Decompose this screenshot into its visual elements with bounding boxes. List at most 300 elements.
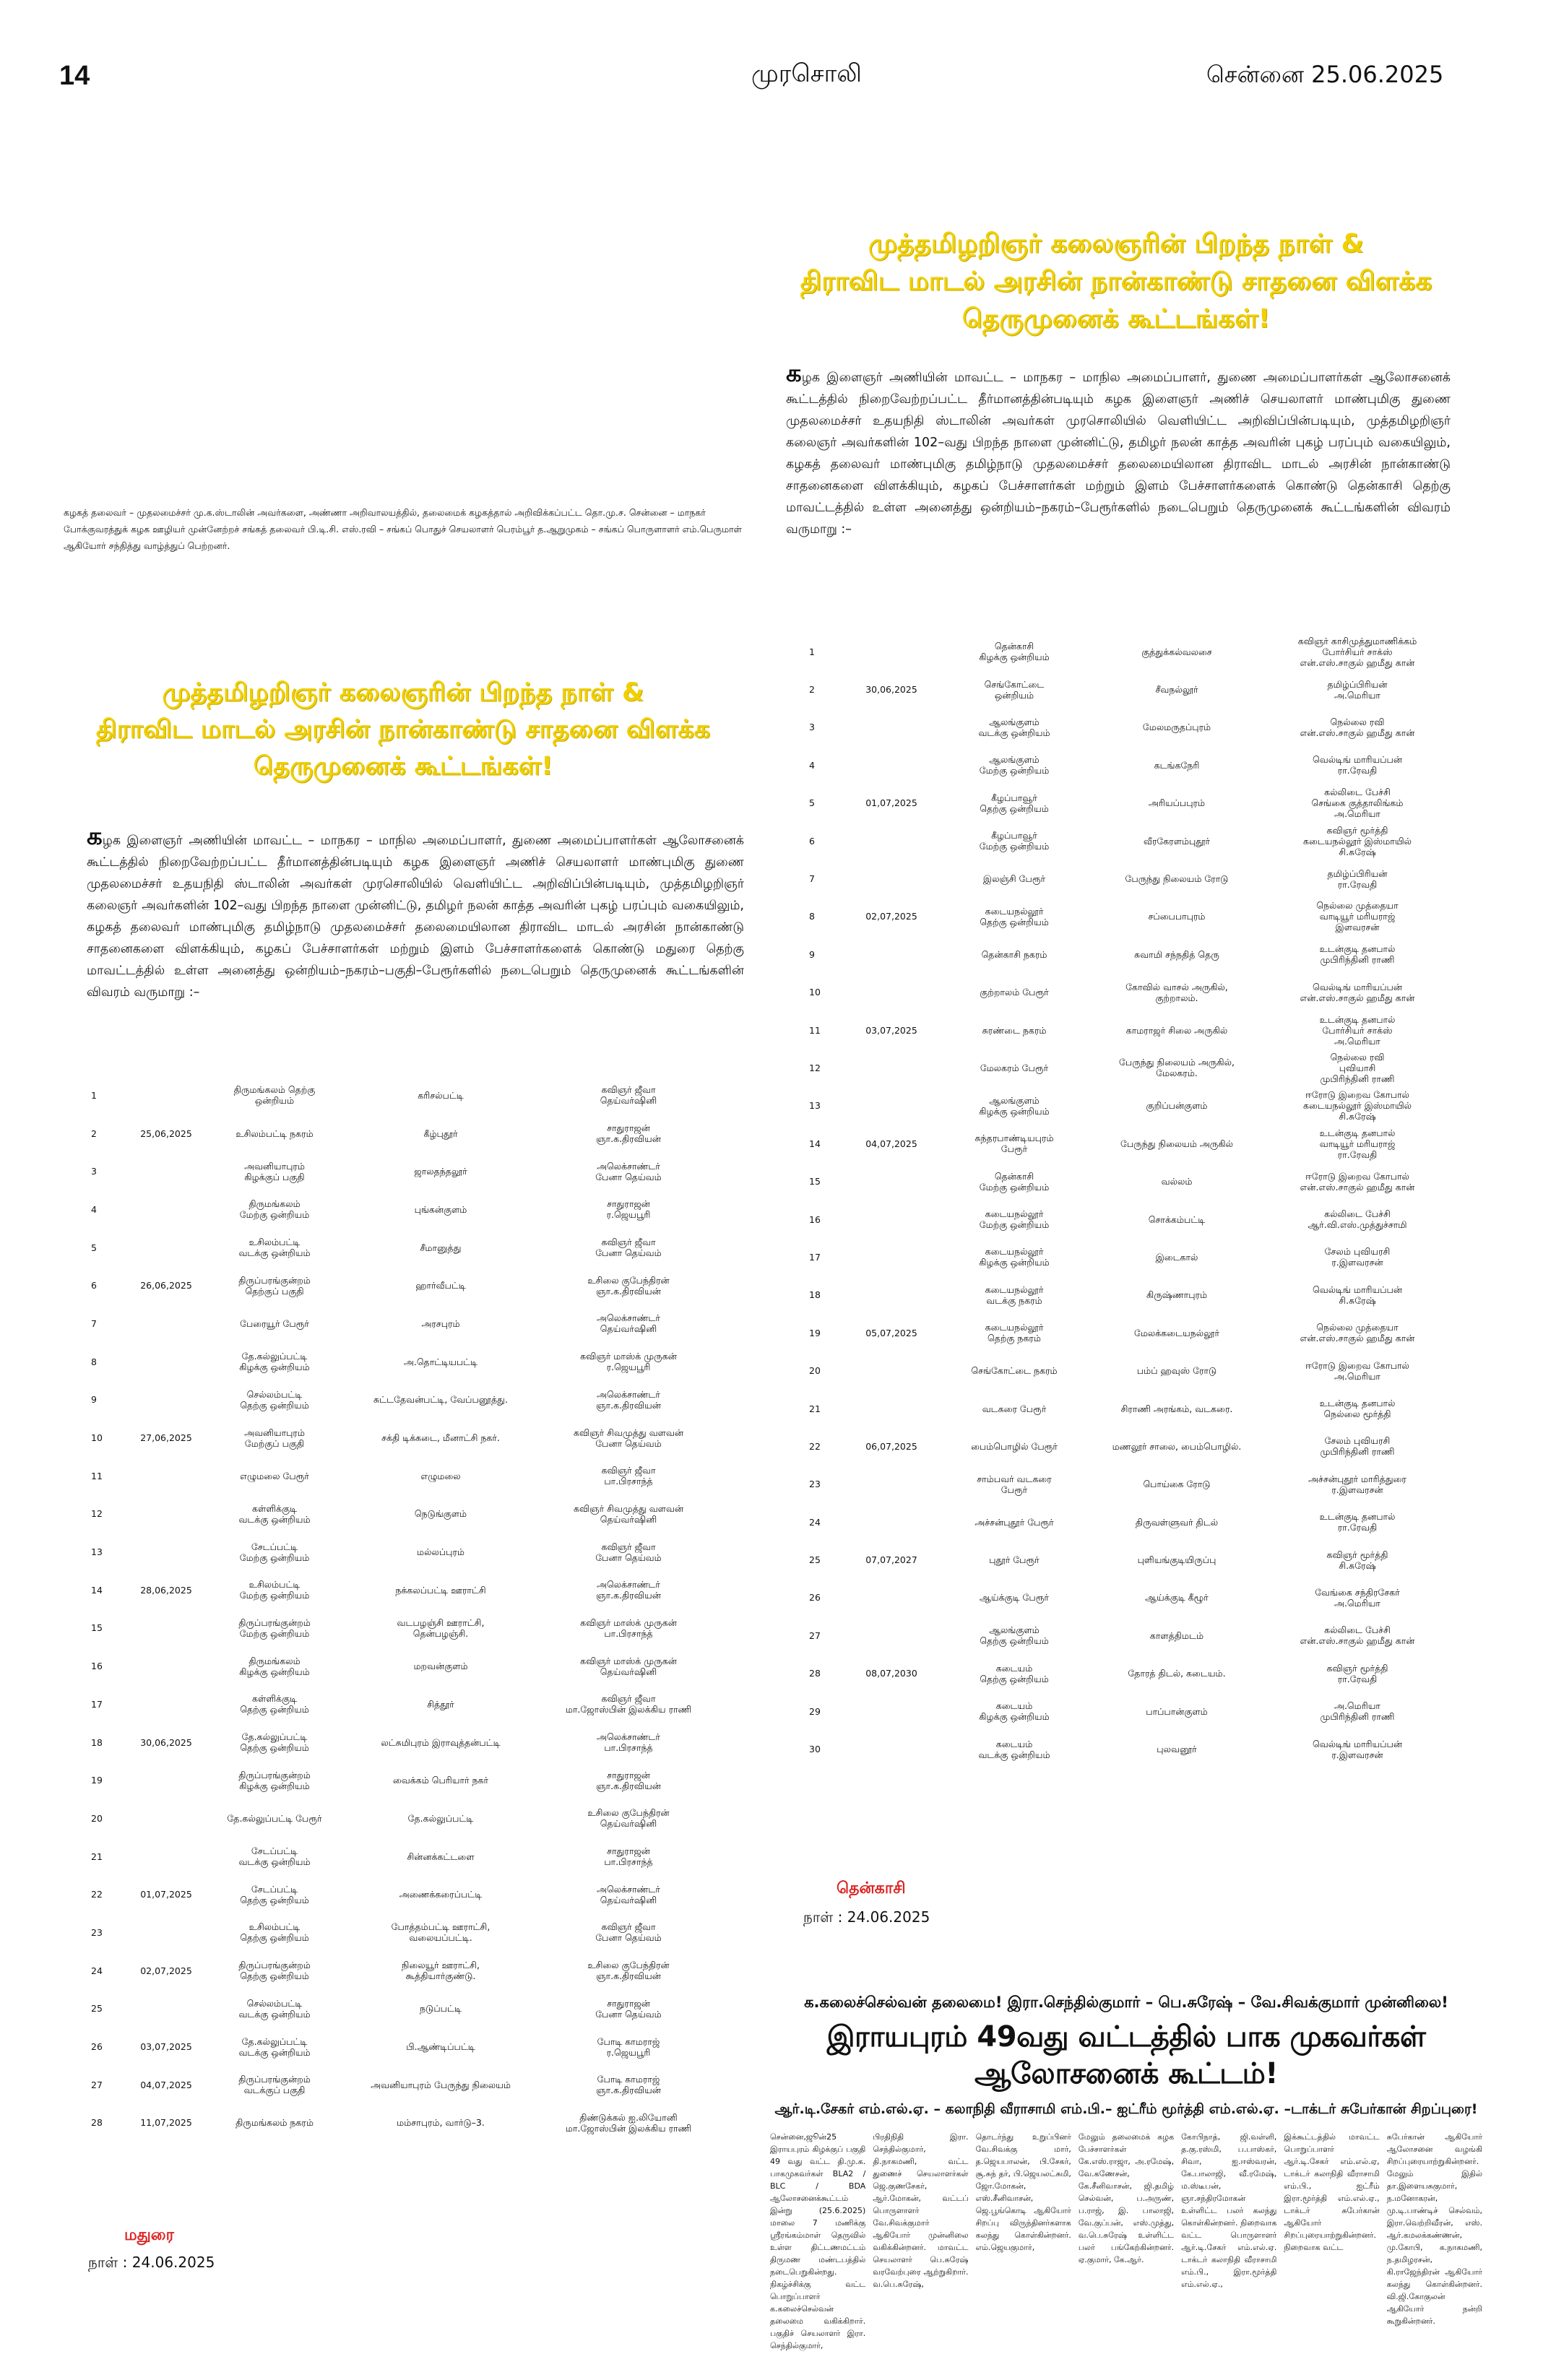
meeting-place: சுட்டதேவன்பட்டி, வேப்பனூத்து.	[373, 1394, 508, 1406]
row-number: 11	[91, 1470, 103, 1481]
meeting-area: அவனியாபுரம் கிழக்குப் பகுதி	[244, 1160, 305, 1182]
meeting-area: உசிலம்பட்டி நகரம்	[235, 1128, 314, 1139]
meeting-place: கடங்கநேரி	[1154, 759, 1200, 771]
row-number: 18	[91, 1736, 103, 1748]
row-number: 4	[809, 759, 815, 771]
meeting-speakers: தமிழ்ப்பிரியன் அ.மெரியா	[1327, 678, 1388, 701]
right-headline	[780, 225, 1452, 339]
schedule-row	[87, 1799, 722, 1838]
meeting-area: பைம்பொழில் பேரூர்	[971, 1440, 1058, 1452]
row-number: 28	[809, 1668, 821, 1679]
meeting-area: உசிலம்பட்டி வடக்கு ஒன்றியம்	[238, 1237, 311, 1259]
paper-name: முரசொலி	[751, 59, 862, 88]
meeting-area: தே.கல்லுப்பட்டி வடக்கு ஒன்றியம்	[238, 2035, 311, 2058]
meeting-place: குத்துக்கல்வலசை	[1141, 646, 1212, 657]
meeting-speakers: சாதுராஜன் பா.பிரசாந்த்	[604, 1845, 653, 1868]
meeting-area: அச்சன்புதூர் பேரூர்	[974, 1516, 1054, 1528]
meeting-place: புலவனூர்	[1157, 1744, 1197, 1755]
meeting-date	[848, 1351, 935, 1389]
schedule-row	[87, 2028, 722, 2066]
meeting-speakers: திண்டுக்கல் ஐ.லியோனி மா.ஜோஸ்பின் இலக்கிய ராணி	[565, 2111, 692, 2134]
meeting-area: குற்றாலம் பேரூர்	[980, 987, 1049, 998]
meeting-area: கள்ளிக்குடி வடக்கு ஒன்றியம்	[238, 1502, 311, 1525]
schedule-row	[805, 822, 1455, 860]
meeting-date	[130, 1229, 202, 1267]
meeting-speakers: கவிஞர் ஜீவா பேனா தெய்வம்	[595, 1237, 662, 1259]
meeting-place: கோவில் வாசல் அருகில், குற்றாலம்.	[1125, 981, 1228, 1003]
schedule-row	[805, 935, 1455, 973]
meeting-date: 27,06,2025	[140, 1432, 192, 1444]
meeting-speakers: தமிழ்ப்பிரியன் ரா.ரேவதி	[1327, 867, 1388, 890]
schedule-row	[87, 1838, 722, 1876]
schedule-row	[87, 1457, 722, 1495]
meeting-speakers: நெல்லை முத்தையா என்.எஸ்.சாகுல் ஹமீது கான்	[1300, 1322, 1415, 1344]
meeting-speakers: ஈரோடு இறைவ கோபால் என்.எஸ்.சாகுல் ஹமீது கான்	[1300, 1170, 1415, 1193]
meeting-place: புங்கன்குளம்	[414, 1203, 467, 1215]
meeting-place: நக்கலப்பட்டி ஊராட்சி	[395, 1584, 486, 1596]
meeting-place: தோரத் திடல், கடையம்.	[1128, 1668, 1226, 1679]
left-intro	[87, 822, 744, 1003]
meeting-place: சக்தி டிக்கடை, மீனாட்சி நகர்.	[381, 1432, 500, 1444]
meeting-date	[848, 974, 935, 1011]
row-number: 5	[809, 797, 815, 809]
meeting-area: திருமங்கலம் தெற்கு ஒன்றியம்	[233, 1084, 316, 1107]
meeting-area: திருப்பரங்குன்றம் மேற்கு ஒன்றியம்	[238, 1617, 311, 1639]
meeting-area: கடையநல்லூர் கிழக்கு ஒன்றியம்	[979, 1246, 1050, 1268]
meeting-speakers: சாதுராஜன் ர.ஜெயபூரி	[606, 1198, 651, 1221]
right-headline-line-2: திராவிட மாடல் அரசின் நான்காண்டு சாதனை விளக்க	[800, 267, 1432, 297]
meeting-area: ஆலங்குளம் மேற்கு ஒன்றியம்	[979, 754, 1050, 776]
schedule-row	[87, 1723, 722, 1762]
row-number: 25	[809, 1554, 821, 1566]
row-number: 18	[809, 1289, 821, 1301]
row-number: 9	[91, 1394, 97, 1406]
ad-body-columns	[770, 2131, 1482, 2352]
schedule-row	[87, 1076, 722, 1115]
left-headline-line-3: தெருமுனைக் கூட்டங்கள்!	[253, 751, 553, 781]
meeting-area: செல்லம்பட்டி தெற்கு ஒன்றியம்	[240, 1388, 309, 1411]
meeting-date	[130, 1076, 202, 1115]
meeting-speakers: சேலம் புவியரசி முபிரிந்தினி ராணி	[1320, 1435, 1395, 1458]
meeting-date: 04,07,2025	[140, 2079, 192, 2090]
meeting-place: பம்ப் ஹவுஸ் ரோடு	[1136, 1365, 1217, 1377]
row-number: 22	[809, 1440, 821, 1452]
schedule-row	[805, 1351, 1455, 1389]
meeting-date	[130, 1457, 202, 1495]
row-number: 21	[91, 1851, 103, 1862]
meeting-place: மறவன்குளம்	[413, 1661, 468, 1672]
meeting-speakers: கவிஞர் மூர்த்தி ரா.ரேவதி	[1326, 1662, 1388, 1684]
meeting-place: சிராணி அரங்கம், வடகரை.	[1120, 1403, 1233, 1414]
meeting-area: சேடப்பட்டி மேற்கு ஒன்றியம்	[239, 1541, 310, 1563]
meeting-area: சுந்தரபாண்டியபுரம் பேரூர்	[974, 1133, 1054, 1155]
meeting-speakers: கல்லிடை பேச்சி செங்கை குத்தாலிங்கம் அ.மெரியா	[1311, 787, 1404, 820]
schedule-row	[87, 1419, 722, 1457]
meeting-speakers: கவிஞர் மூர்த்தி கடையநல்லூர் இஸ்மாயில் சி.சுரேஷ்	[1302, 824, 1412, 857]
schedule-row	[805, 784, 1455, 822]
meeting-speakers: போடி காமராஜ் ர.ஜெயபூரி	[597, 2035, 660, 2058]
meeting-place: வல்லம்	[1161, 1176, 1193, 1187]
ad-column-5: கோபிநாத், ஜி.வள்ளி, த.கு.ரஸ்மி, ப.பாஸ்கர், சிவா, ஐ.ஈஸ்வரன், கே.பாலாஜி, வீ.ரமேஷ், ம.ஸ்டீபன், ஞா.சந்திரமோகன் உள்ளிட்ட பலர் கலந்து கொள்கின்றனர். நிறைவாக வட்ட பொருளாளர் ஆர்.டி.சேகர் எம்.எல்.ஏ. டாக்டர் கலாநிதி வீராசாமி எம்.பி., இரா.மூர்த்தி எம்.எல்.ஏ.,	[1181, 2132, 1277, 2289]
meeting-date: 04,07,2025	[865, 1138, 917, 1149]
schedule-row	[87, 1304, 722, 1343]
meeting-date: 05,07,2025	[865, 1327, 917, 1338]
meeting-place: சீவநல்லூர்	[1155, 684, 1198, 696]
meeting-speakers: நெல்லை ரவி புவியாசி முபிரிந்தினி ராணி	[1320, 1051, 1395, 1084]
schedule-row	[805, 670, 1455, 708]
schedule-row	[87, 1913, 722, 1952]
meeting-area: தென்காசி மேற்கு ஒன்றியம்	[979, 1170, 1050, 1193]
row-number: 27	[809, 1630, 821, 1641]
row-number: 4	[91, 1203, 97, 1215]
meeting-area: செங்கோட்டை நகரம்	[971, 1365, 1058, 1377]
row-number: 16	[809, 1213, 821, 1225]
schedule-row	[87, 1875, 722, 1913]
row-number: 1	[91, 1089, 97, 1101]
schedule-row	[87, 1952, 722, 1990]
row-number: 26	[91, 2041, 103, 2053]
meeting-place: சுவாமி சந்நதித் தெரு	[1134, 948, 1219, 960]
row-number: 29	[809, 1705, 821, 1717]
meeting-area: செல்லம்பட்டி வடக்கு ஒன்றியம்	[238, 1997, 311, 2020]
meeting-area: திருப்பரங்குன்றம் வடக்குப் பகுதி	[238, 2074, 311, 2096]
meeting-date: 07,07,2027	[865, 1554, 917, 1566]
meeting-date: 06,07,2025	[865, 1440, 917, 1452]
ad-column-2: பிரதிநிதி இரா. செந்தில்குமார், தி.நாகமணி, வட்ட துணைச் செயலாளர்கள் ஜெ.குணசேகர், ஆர்.மோகன், வட்டப் பொருளாளர் வே.சிவக்குமார் ஆகியோர் முன்னிலை வகிக்கின்றனர். மாவட்ட செயலாளர் பெ.சுரேஷ் வரவேற்புரை ஆற்றுகிறார். வ.பெ.சுரேஷ்,	[873, 2132, 969, 2289]
row-number: 7	[91, 1317, 97, 1329]
ad-sub-line: ஆர்.டி.சேகர் எம்.எல்.ஏ. – கலாநிதி வீராசாமி எம்.பி.– ஐட்ரீம் மூர்த்தி எம்.எல்.ஏ. –டாக்டர் சுபேர்கான் சிறப்புரை!	[774, 2101, 1478, 2117]
meeting-speakers: உசிலை குபேந்திரன் தெய்வர்ஷினி	[587, 1807, 670, 1830]
meeting-area: பேரையூர் பேரூர்	[240, 1317, 309, 1329]
meeting-speakers: கவிஞர் மாஸ்க் முருகன் ர.ஜெயபூரி	[580, 1351, 677, 1373]
schedule-row	[805, 1087, 1455, 1125]
meeting-place: பி.ஆண்டிப்பட்டி	[406, 2041, 475, 2053]
meeting-date: 25,06,2025	[140, 1128, 192, 1139]
row-number: 5	[91, 1242, 97, 1253]
meeting-place: நிலையூர் ஊராட்சி, கூத்தியார்குண்டு.	[402, 1960, 480, 1982]
row-number: 3	[91, 1166, 97, 1177]
row-number: 2	[809, 684, 815, 696]
meeting-date: 01,07,2025	[865, 797, 917, 809]
meeting-place: புளியங்குடியிருப்பு	[1137, 1554, 1216, 1566]
meeting-speakers: கவிஞர் மாஸ்க் முருகன் பா.பிரசாந்த்	[580, 1617, 677, 1639]
meeting-place: அவனியாபுரம் பேருந்து நிலையம்	[371, 2079, 511, 2090]
meeting-date	[848, 860, 935, 897]
meeting-area: கடையம் கிழக்கு ஒன்றியம்	[979, 1700, 1050, 1723]
meeting-place: அரசபுரம்	[421, 1317, 460, 1329]
meeting-place: பாப்பான்குளம்	[1146, 1705, 1208, 1717]
meeting-area: சேடப்பட்டி வடக்கு ஒன்றியம்	[238, 1845, 311, 1868]
meeting-speakers: உடன்குடி தனபால் போர்சியர் சாக்ஸ் அ.மெரியா	[1319, 1013, 1396, 1047]
row-number: 7	[809, 873, 815, 885]
row-number: 20	[809, 1365, 821, 1377]
meeting-speakers: அலெக்சாண்டர் பேனா தெய்வம்	[595, 1160, 662, 1182]
left-intro-text: ழக இளைஞர் அணியின் மாவட்ட – மாநகர – மாநில அமைப்பாளர், துணை அமைப்பாளர்கள் ஆலோசனைக் கூட்டத்தில் நிறைவேற்றப்பட்ட தீர்மானத்தின்படியும் கழக இளைஞர் அணிச் செயலாளர் மாண்புமிகு துணை முதலமைச்சர் உதயநிதி ஸ்டாலின் அவர்கள் முரசொலியில் வெளியிட்ட அறிவிப்பின்படியும், முத்தமிழறிஞர் கலைஞர் அவர்களின் 102–வது பிறந்த நாளை முன்னிட்டு, தமிழர் நலன் காத்த அவரின் புகழ் பரப்பும் வகையிலும், கழகத் தலைவர் மாண்புமிகு தமிழ்நாடு முதலமைச்சர் தலைமையிலான திராவிட மாடல் அரசின் நான்காண்டு சாதனைகளை விளக்கியும், கழகப் பேச்சாளர்கள் மற்றும் இளம் பேச்சாளர்களைக் கொண்டு மதுரை தெற்கு மாவட்டத்தில் உள்ள அனைத்து ஒன்றியம்–நகரம்–பகுதி–பேரூர்களில் நடைபெறும் தெருமுனைக் கூட்டங்களின் விவரம் வருமாறு :–	[87, 834, 744, 1000]
place-date: சென்னை 25.06.2025	[1206, 61, 1444, 88]
schedule-row	[87, 1990, 722, 2028]
schedule-row	[805, 860, 1455, 897]
schedule-row	[87, 1115, 722, 1153]
row-number: 27	[91, 2079, 103, 2090]
meeting-area: கடையம் வடக்கு ஒன்றியம்	[978, 1738, 1050, 1760]
tenkasi-schedule-table	[805, 633, 1455, 1768]
meeting-place: பேருந்து நிலையம் அருகில், மேலகரம்.	[1119, 1057, 1235, 1079]
meeting-area: கடையநல்லூர் வடக்கு நகரம்	[985, 1284, 1044, 1306]
schedule-row	[87, 1647, 722, 1685]
row-number: 2	[91, 1128, 97, 1139]
schedule-row	[87, 1609, 722, 1648]
schedule-row	[87, 1343, 722, 1381]
row-number: 12	[809, 1062, 821, 1073]
meeting-speakers: அச்சன்புதூர் மாரித்துரை ர.இளவரசன்	[1308, 1473, 1406, 1495]
meeting-place: மேலக்கடையநல்லூர்	[1133, 1327, 1220, 1338]
left-headline	[64, 675, 743, 784]
meeting-area: சேடப்பட்டி தெற்கு ஒன்றியம்	[240, 1883, 309, 1905]
meeting-area: திருமங்கலம் கிழக்கு ஒன்றியம்	[239, 1655, 310, 1677]
meeting-speakers: ஈரோடு இறைவ கோபால் கடையநல்லூர் இஸ்மாயில் சி.சுரேஷ்	[1302, 1089, 1412, 1122]
meeting-area: ஆலங்குளம் தெற்கு ஒன்றியம்	[980, 1624, 1049, 1647]
meeting-speakers: அலெக்சாண்டர் தெய்வர்ஷினி	[597, 1312, 660, 1335]
meeting-speakers: அலெக்சாண்டர் பா.பிரசாந்த்	[597, 1731, 660, 1754]
row-number: 26	[809, 1592, 821, 1604]
schedule-row	[805, 1617, 1455, 1654]
meeting-date: 02,07,2025	[865, 911, 917, 922]
row-number: 19	[809, 1327, 821, 1338]
meeting-place: நெடுங்குளம்	[414, 1508, 467, 1520]
row-number: 25	[91, 2003, 103, 2015]
meeting-speakers: அலெக்சாண்டர் தெய்வர்ஷினி	[597, 1883, 660, 1905]
row-number: 24	[91, 1965, 103, 1976]
meeting-date	[848, 1162, 935, 1200]
meeting-date: 01,07,2025	[140, 1889, 192, 1900]
row-number: 24	[809, 1516, 821, 1528]
meeting-area: திருமங்கலம் மேற்கு ஒன்றியம்	[239, 1198, 310, 1221]
ad-top-line: க.கலைச்செல்வன் தலைமை! இரா.செந்தில்குமார் – பெ.சுரேஷ் – வே.சிவக்குமார் முன்னிலை!	[804, 1994, 1448, 2011]
row-number: 22	[91, 1889, 103, 1900]
schedule-row	[805, 1730, 1455, 1767]
meeting-date	[848, 1049, 935, 1086]
left-headline-line-2: திராவிட மாடல் அரசின் நான்காண்டு சாதனை விளக்க	[95, 714, 711, 744]
meeting-area: திருப்பரங்குன்றம் தெற்கு ஒன்றியம்	[238, 1960, 311, 1982]
meeting-date	[848, 1692, 935, 1730]
schedule-row	[805, 746, 1455, 784]
meeting-speakers: கவிஞர் ஜீவா பா.பிரசாந்த்	[601, 1465, 656, 1487]
row-number: 16	[91, 1661, 103, 1672]
schedule-row	[87, 1495, 722, 1533]
meeting-area: உசிலம்பட்டி தெற்கு ஒன்றியம்	[240, 1921, 309, 1944]
schedule-row	[87, 2066, 722, 2104]
schedule-row	[87, 1266, 722, 1304]
meeting-speakers: ஈரோடு இறைவ கோபால் அ.மெரியா	[1305, 1359, 1409, 1382]
row-number: 8	[91, 1356, 97, 1367]
meeting-date	[848, 1276, 935, 1314]
row-number: 21	[809, 1403, 821, 1414]
meeting-place: கரிசல்பட்டி	[418, 1089, 464, 1101]
rayapuram-meeting-article	[766, 1979, 1487, 2355]
schedule-row	[805, 1390, 1455, 1427]
meeting-speakers: நெல்லை ரவி என்.எஸ்.சாகுல் ஹமீது கான்	[1300, 716, 1415, 738]
schedule-row	[805, 1125, 1455, 1162]
schedule-row	[87, 1229, 722, 1267]
meeting-area: இலஞ்சி பேரூர்	[982, 873, 1046, 885]
left-dropcap: க	[87, 822, 103, 851]
meeting-date	[130, 1343, 202, 1381]
schedule-row	[805, 633, 1455, 670]
row-number: 23	[91, 1926, 103, 1938]
meeting-area: சாம்பவர் வடகரை பேரூர்	[977, 1473, 1052, 1495]
meeting-speakers: போடி காமராஜ் ஞா.க.திரவியன்	[596, 2074, 661, 2096]
meeting-place: காமராஜர் சிலை அருகில்	[1125, 1024, 1228, 1036]
meeting-speakers: கவிஞர் சிவமுத்து வளவன் தெய்வர்ஷினி	[573, 1502, 684, 1525]
meeting-date: 30,06,2025	[140, 1736, 192, 1748]
schedule-row	[805, 709, 1455, 746]
meeting-speakers: நெல்லை முத்தையா வாடியூர் மரியராஜ் இளவரசன்	[1316, 900, 1399, 933]
right-dropcap: க	[786, 359, 802, 388]
ad-main-headline: இராயபுரம் 49வது வட்டத்தில் பாக முகவர்கள் ஆலோசனைக் கூட்டம்!	[826, 2020, 1426, 2090]
meeting-place: வடபழஞ்சி ஊராட்சி, தென்பழஞ்சி.	[397, 1617, 485, 1639]
schedule-row	[805, 1162, 1455, 1200]
madurai-date-label: நாள் : 24.06.2025	[88, 2254, 215, 2271]
page-number: 14	[59, 61, 90, 91]
meeting-speakers: கவிஞர் ஜீவா பேனா தெய்வம்	[595, 1541, 662, 1563]
meeting-area: அவனியாபுரம் மேற்குப் பகுதி	[244, 1427, 305, 1449]
schedule-row	[87, 1685, 722, 1723]
meeting-area: புதூர் பேரூர்	[989, 1554, 1040, 1566]
meeting-area: கடையநல்லூர் தெற்கு நகரம்	[985, 1322, 1044, 1344]
meeting-place: பொய்கை ரோடு	[1143, 1479, 1211, 1490]
meeting-speakers: அலெக்சாண்டர் ஞா.க.திரவியன்	[596, 1388, 661, 1411]
meeting-date: 30,06,2025	[865, 684, 917, 696]
schedule-row	[805, 1579, 1455, 1617]
meeting-date	[130, 1609, 202, 1648]
row-number: 17	[809, 1251, 821, 1263]
row-number: 6	[809, 835, 815, 847]
photo-caption: கழகத் தலைவர் – முதலமைச்சர் மு.க.ஸ்டாலின் அவர்களை, அண்ணா அறிவாலயத்தில், தலைமைக் கழகத்தால் அறிவிக்கப்பட்ட தொ.மு.ச. சென்னை – மாநகர் போக்குவரத்துக் கழக ஊழியர் முன்னேற்றச் சங்கத் தலைவர் பி.டி.சி. எஸ்.ரவி – சங்கப் பொதுச் செயலாளர் பெரம்பூர் த.ஆறுமுகம் – சங்கப் பொருளாளர் எம்.பெருமாள் ஆகியோர் சந்தித்து வாழ்த்துப் பெற்றனர்.	[64, 507, 742, 551]
schedule-row	[805, 1541, 1455, 1578]
meeting-speakers: சாதுராஜன் ஞா.க.திரவியன்	[596, 1122, 661, 1145]
meeting-date	[130, 1685, 202, 1723]
meeting-area: தென்காசி கிழக்கு ஒன்றியம்	[979, 641, 1050, 663]
meeting-speakers: கவிஞர் ஜீவா தெய்வர்ஷினி	[600, 1084, 657, 1107]
meeting-speakers: அ.மெரியா முபிரிந்தினி ராணி	[1320, 1700, 1395, 1723]
meeting-speakers: வெல்டிங் மாரியப்பன் சி.சுரேஷ்	[1313, 1284, 1402, 1306]
meeting-area: தே.கல்லுப்பட்டி பேரூர்	[227, 1812, 322, 1824]
meeting-place: ஜாலதந்தலூர்	[414, 1166, 467, 1177]
row-number: 1	[809, 646, 815, 657]
meeting-place: திருவள்ளுவர் திடல்	[1135, 1516, 1219, 1528]
ad-column-1: சென்னை,ஜூன்25 இராயபுரம் கிழக்குப் பகுதி 49 வது வட்ட தி.மு.க. பாகமுகவர்கள் BLA2 / BLC / BDA ஆலோசனைக்கூட்டம் இன்று (25.6.2025) மாலை 7 மணிக்கு ஸ்ரீரங்கம்மாள் தெருவில் உள்ள திட்டணமட்டம் திருமண மண்டபத்தில் நடைபெறுகின்றது. நிகழ்ச்சிக்கு வட்ட பொறுப்பாளர் க.கலைச்செல்வன் தலைமை வகிக்கிறார். பகுதிச் செயலாளர் இரா. செந்தில்குமார்,	[770, 2132, 866, 2350]
meeting-place: சித்தூர்	[427, 1698, 454, 1710]
meeting-speakers: சாதுராஜன் பேனா தெய்வம்	[595, 1997, 662, 2020]
meeting-area: திருப்பரங்குன்றம் தெற்குப் பகுதி	[238, 1274, 311, 1297]
meeting-speakers: சேலம் புவியரசி ர.இளவரசன்	[1324, 1246, 1391, 1268]
meeting-date: 03,07,2025	[140, 2041, 192, 2053]
row-number: 10	[809, 987, 821, 998]
meeting-area: திருமங்கலம் நகரம்	[235, 2117, 314, 2129]
meeting-date	[130, 1190, 202, 1229]
meeting-place: இடைகால்	[1155, 1251, 1198, 1263]
meeting-date	[848, 1087, 935, 1125]
row-number: 13	[809, 1100, 821, 1112]
meeting-date	[848, 1200, 935, 1238]
masthead	[0, 0, 1543, 91]
meeting-date	[848, 1390, 935, 1427]
row-number: 19	[91, 1775, 103, 1786]
meeting-speakers: கவிஞர் ஜீவா பேனா தெய்வம்	[595, 1921, 662, 1944]
meeting-place: அரியப்பபுரம்	[1148, 797, 1206, 809]
row-number: 10	[91, 1432, 103, 1444]
meeting-date	[848, 1730, 935, 1767]
meeting-place: வீரகேரளம்புதூர்	[1143, 835, 1211, 847]
meeting-place: ஆய்க்குடி கீழூர்	[1145, 1592, 1209, 1604]
meeting-date: 08,07,2030	[865, 1668, 917, 1679]
schedule-row	[805, 1049, 1455, 1086]
meeting-speakers: உடன்குடி தனபால் நெல்லை மூர்த்தி	[1319, 1398, 1396, 1419]
meeting-date	[130, 1152, 202, 1190]
meeting-place: கிருஷ்ணாபுரம்	[1146, 1289, 1208, 1301]
meeting-area: தென்காசி நகரம்	[981, 948, 1047, 960]
schedule-row	[805, 1655, 1455, 1692]
meeting-place: கீழ்புதூர்	[423, 1128, 458, 1139]
schedule-row	[805, 1238, 1455, 1276]
meeting-place: சின்னக்கட்டளை	[407, 1851, 475, 1862]
meeting-speakers: வெல்டிங் மாரியப்பன் ர.இளவரசன்	[1313, 1738, 1402, 1760]
madurai-schedule-table	[87, 1076, 722, 2142]
schedule-row	[87, 1190, 722, 1229]
meeting-place: மேலமருதப்புரம்	[1142, 722, 1211, 733]
right-intro	[786, 359, 1451, 540]
meeting-place: சொக்கம்பட்டி	[1148, 1213, 1206, 1225]
meeting-area: சுரண்டை நகரம்	[982, 1024, 1047, 1036]
row-number: 15	[91, 1622, 103, 1634]
meeting-place: அணைக்கரைப்பட்டி	[399, 1889, 483, 1900]
meeting-area: கடையநல்லூர் தெற்கு ஒன்றியம்	[980, 905, 1049, 927]
meeting-date	[848, 709, 935, 746]
meeting-area: எழுமலை பேரூர்	[240, 1470, 309, 1481]
meeting-area: ஆலங்குளம் வடக்கு ஒன்றியம்	[978, 716, 1050, 738]
meeting-speakers: கவிஞர் மூர்த்தி சி.சுரேஷ்	[1326, 1549, 1388, 1571]
right-headline-line-1: முத்தமிழறிஞர் கலைஞரின் பிறந்த நாள் &	[868, 229, 1364, 259]
meeting-date	[130, 1761, 202, 1799]
meeting-date	[848, 935, 935, 973]
schedule-row	[87, 1761, 722, 1799]
row-number: 9	[809, 948, 815, 960]
meeting-area: திருப்பரங்குன்றம் கிழக்கு ஒன்றியம்	[238, 1769, 311, 1791]
schedule-row	[805, 1466, 1455, 1503]
meeting-date	[130, 1838, 202, 1876]
schedule-row	[805, 1314, 1455, 1351]
meeting-date	[130, 1913, 202, 1952]
meeting-area: கடையம் தெற்கு ஒன்றியம்	[980, 1662, 1049, 1684]
meeting-place: மல்லப்புரம்	[417, 1546, 464, 1558]
right-intro-text: ழக இளைஞர் அணியின் மாவட்ட – மாநகர – மாநில அமைப்பாளர், துணை அமைப்பாளர்கள் ஆலோசனைக் கூட்டத்தில் நிறைவேற்றப்பட்ட தீர்மானத்தின்படியும் கழக இளைஞர் அணிச் செயலாளர் மாண்புமிகு துணை முதலமைச்சர் உதயநிதி ஸ்டாலின் அவர்கள் முரசொலியில் வெளியிட்ட அறிவிப்பின்படியும், முத்தமிழறிஞர் கலைஞர் அவர்களின் 102–வது பிறந்த நாளை முன்னிட்டு, தமிழர் நலன் காத்த அவரின் புகழ் பரப்பும் வகையிலும், கழகத் தலைவர் மாண்புமிகு தமிழ்நாடு முதலமைச்சர் தலைமையிலான திராவிட மாடல் அரசின் நான்காண்டு சாதனைகளை விளக்கியும், கழகப் பேச்சாளர்கள் மற்றும் இளம் பேச்சாளர்களைக் கொண்டு தென்காசி தெற்கு மாவட்டத்தில் உள்ள அனைத்து ஒன்றியம்–நகரம்–பேரூர்களில் நடைபெறும் தெருமுனைக் கூட்டங்களின் விவரம் வருமாறு :–	[786, 371, 1451, 537]
schedule-row	[805, 1200, 1455, 1238]
meeting-area: செங்கோட்டை ஒன்றியம்	[984, 678, 1045, 701]
meeting-speakers: கவிஞர் ஜீவா மா.ஜோஸ்பின் இலக்கிய ராணி	[565, 1693, 692, 1715]
row-number: 11	[809, 1024, 821, 1036]
meeting-date	[848, 822, 935, 860]
row-number: 13	[91, 1546, 103, 1558]
meeting-date	[130, 1495, 202, 1533]
meeting-area: கள்ளிக்குடி தெற்கு ஒன்றியம்	[240, 1693, 309, 1715]
meeting-date: 03,07,2025	[865, 1024, 917, 1036]
ad-column-7: சுபேர்கான் ஆகியோர் ஆலோசனை வழங்கி சிறப்புரையாற்றுகின்றனர். மேலும் இதில் தா.இளையசுகுமார், ந.மனோகரன், மு.டி.பாண்டிச் செல்வம், இரா.வெற்றிவீரன், எஸ். ஆர்.கமலக்கண்ணன், மு.கோபி, க.நாகமணி, ந.தமிழரசன், கி.ராஜேந்திரன் ஆகியோர் கலந்து கொள்கின்றனர். வி.ஜி.கோகுலன் ஆகியோர் நன்றி கூறுகின்றனர்.	[1386, 2132, 1482, 2326]
row-number: 3	[809, 722, 815, 733]
meeting-place: மணலூர் சாலை, பைம்பொழில்.	[1112, 1440, 1242, 1452]
meeting-place: போத்தம்பட்டி ஊராட்சி, வலையப்பட்டி.	[391, 1921, 490, 1944]
tenkasi-date-label: நாள் : 24.06.2025	[803, 1908, 930, 1926]
row-number: 20	[91, 1812, 103, 1824]
